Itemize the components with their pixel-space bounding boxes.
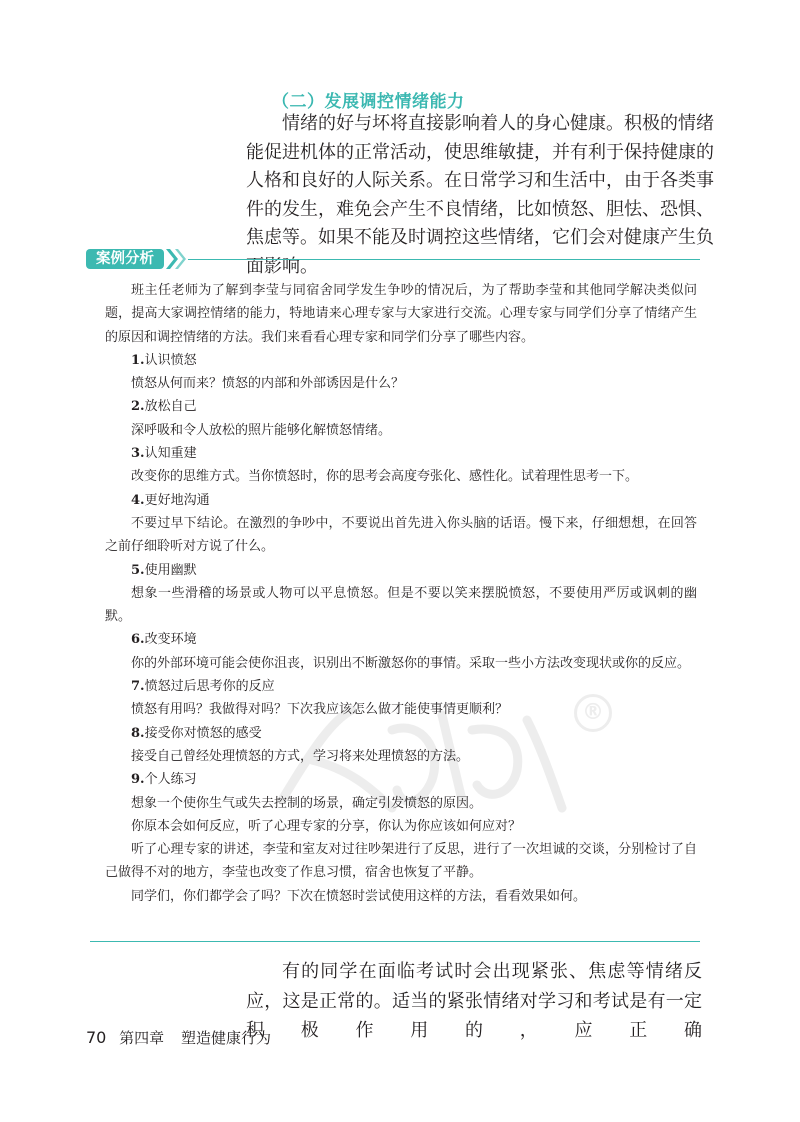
page-number: 70: [86, 1028, 107, 1047]
case-bottom-rule: [90, 941, 700, 942]
case-item-text: 想象一个使你生气或失去控制的场景，确定引发愤怒的原因。: [131, 795, 483, 811]
case-analysis-header: [86, 246, 700, 272]
case-item-text: 你的外部环境可能会使你沮丧，识别出不断激怒你的事情。采取一些小方法改变现状或你的反应。: [131, 655, 691, 671]
case-closing: 同学们，你们都学会了吗？下次在愤怒时尝试使用这样的方法，看看效果如何。: [131, 888, 587, 904]
case-intro: 班主任老师为了解到李莹与同宿舍同学发生争吵的情况后，为了帮助李莹和其他同学解决类似问题，提高大家调控情绪的能力，特地请来心理专家与大家进行交流。心理专家与同学们分享了情绪产生的原因和调控情绪的方法。我们来看看心理专家和同学们分享了哪些内容。: [105, 283, 697, 345]
chapter-title: 塑造健康行为: [180, 1029, 271, 1047]
case-item-text: 接受自己曾经处理愤怒的方式，学习将来处理愤怒的方法。: [131, 748, 470, 764]
case-item-text: 改变你的思维方式。当你愤怒时，你的思考会高度夸张化、感性化。试着理性思考一下。: [131, 469, 639, 485]
registered-mark-icon: ®: [574, 694, 612, 732]
case-item-text: 不要过早下结论。在激烈的争吵中，不要说出首先进入你头脑的话语。慢下来，仔细想想，在回答之前仔细聆听对方说了什么。: [105, 515, 697, 555]
case-item-title: 4.更好地沟通: [131, 492, 210, 508]
case-item-title: 2.放松自己: [131, 399, 197, 415]
section-heading: （二）发展调控情绪能力: [272, 92, 465, 112]
case-item-title: 6.改变环境: [131, 632, 197, 648]
case-item-text: 愤怒从何而来？愤怒的内部和外部诱因是什么？: [131, 376, 405, 392]
case-item-title: 9.个人练习: [131, 772, 197, 788]
case-item-title: 7.愤怒过后思考你的反应: [131, 679, 275, 695]
case-conclusion: 听了心理专家的讲述，李莹和室友对过往吵架进行了反思，进行了一次坦诚的交谈，分别检讨了自己做得不对的地方，李莹也改变了作息习惯，宿舍也恢复了平静。: [105, 842, 697, 881]
chapter-label: 第四章: [119, 1029, 165, 1047]
page-footer: [86, 1027, 271, 1048]
chevron-decoration-icon: [164, 249, 188, 269]
intro-paragraph: 情绪的好与坏将直接影响着人的身心健康。积极的情绪能促进机体的正常活动，使思维敏捷，并有利于保持健康的人格和良好的人际关系。在日常学习和生活中，由于各类事件的发生，难免会产生不良情绪，比如愤怒、胆怯、恐惧、焦虑等。如果不能及时调控这些情绪，它们会对健康产生负面影响。: [246, 113, 714, 277]
case-analysis-body: [105, 279, 697, 908]
case-header-rule: [188, 259, 700, 260]
case-item-text: 深呼吸和令人放松的照片能够化解愤怒情绪。: [131, 422, 392, 438]
case-item-title: 8.接受你对愤怒的感受: [131, 725, 262, 741]
outro-paragraph-block: [246, 957, 702, 1046]
case-item-title: 3.认知重建: [131, 446, 197, 462]
case-item-text: 想象一些滑稽的场景或人物可以平息愤怒。但是不要以笑来摆脱愤怒，不要使用严厉或讽刺的幽默。: [105, 585, 697, 625]
case-item-text: 愤怒有用吗？我做得对吗？下次我应该怎么做才能使事情更顺利？: [131, 702, 509, 718]
case-item-title: 5.使用幽默: [131, 562, 197, 578]
case-analysis-label: 案例分析: [86, 249, 164, 269]
case-item-title: 1.认识愤怒: [131, 352, 197, 368]
outro-paragraph: 有的同学在面临考试时会出现紧张、焦虑等情绪反应，这是正常的。适当的紧张情绪对学习和考试是有一定积极作用的，应正确: [246, 961, 702, 1041]
case-item-text: 你原本会如何反应，听了心理专家的分享，你认为你应该如何应对？: [131, 818, 522, 834]
